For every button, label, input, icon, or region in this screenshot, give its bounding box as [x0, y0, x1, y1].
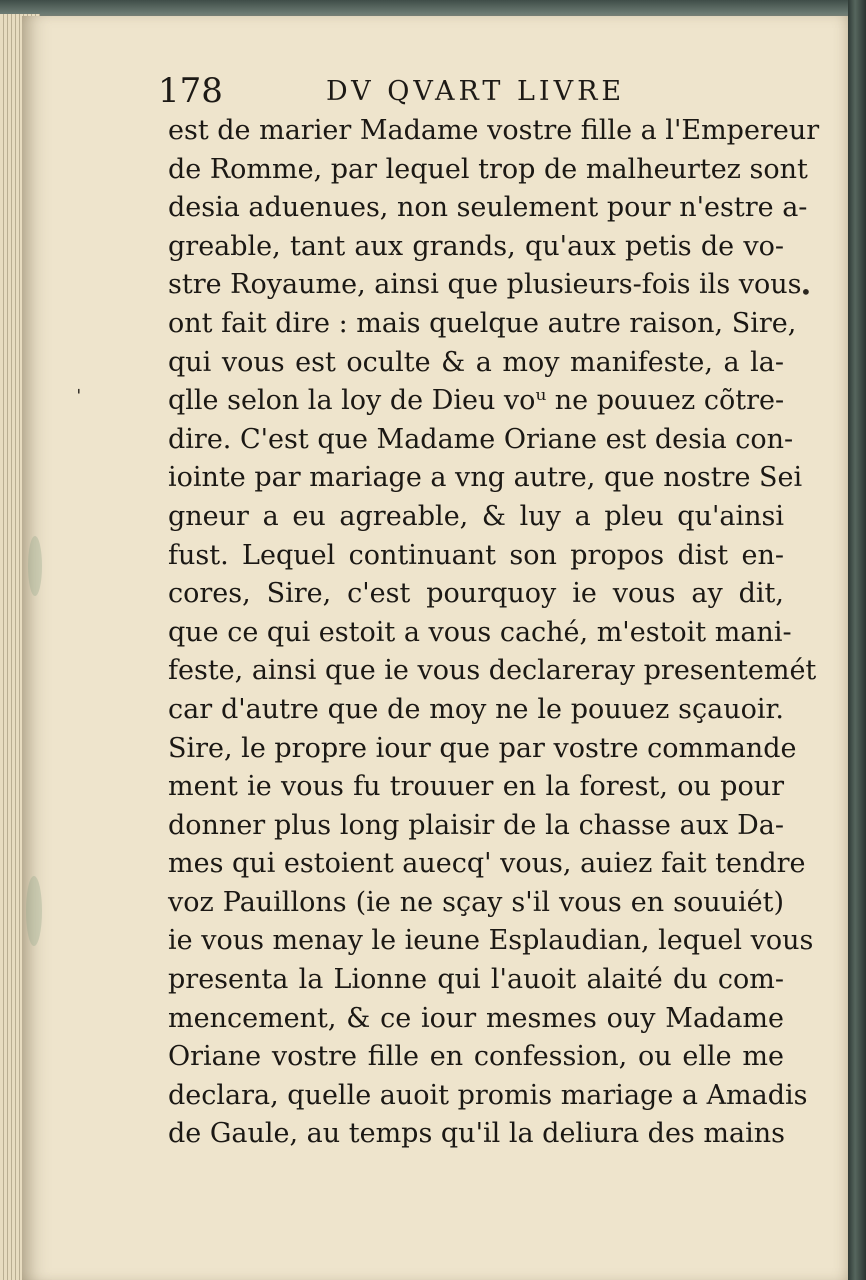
text-line: qlle selon la loy de Dieu voᵘ ne pouuez cõtre- [168, 385, 785, 417]
ink-speck: • [800, 280, 812, 304]
text-line: iointe par mariage a vng autre, que nostre Sei [168, 462, 803, 494]
text-line: de Gaule, au temps qu'il la deliura des mains [168, 1118, 785, 1150]
book-binding-right [848, 0, 866, 1280]
text-line: voz Pauillons (ie ne sçay s'il vous en souuiét) [168, 886, 784, 918]
text-line: desia aduenues, non seulement pour n'estre a- [168, 192, 808, 224]
text-line: mes qui estoient auecq' vous, auiez fait tendre [168, 848, 806, 880]
paper-stain [28, 536, 42, 596]
text-line: fust. Lequel continuant son propos dist en- [168, 539, 784, 571]
margin-mark: ˌ [76, 372, 82, 396]
text-line: donner plus long plaisir de la chasse aux Da- [168, 809, 784, 841]
text-line: greable, tant aux grands, qu'aux petis de vo- [168, 230, 784, 262]
running-head: DV QVART LIVRE [326, 76, 626, 107]
text-line: declara, quelle auoit promis mariage a Amadis [168, 1079, 808, 1111]
text-line: que ce qui estoit a vous caché, m'estoit mani- [168, 616, 792, 648]
text-line: cores, Sire, c'est pourquoy ie vous ay dit, [168, 578, 784, 610]
text-line: est de marier Madame vostre fille a l'Empereur [168, 115, 820, 146]
text-line: ment ie vous fu trouuer en la forest, ou pour [168, 771, 784, 803]
text-line: gneur a eu agreable, & luy a pleu qu'ainsi [168, 500, 784, 532]
text-line: car d'autre que de moy ne le pouuez sçauoir. [168, 693, 784, 725]
text-line: feste, ainsi que ie vous declareray presentemét [168, 655, 817, 687]
body-text [168, 112, 820, 1154]
text-line: presenta la Lionne qui l'auoit alaité du com- [168, 964, 784, 996]
page-number: 178 [158, 71, 223, 111]
text-line: Sire, le propre iour que par vostre commande [168, 732, 797, 764]
text-line: dire. C'est que Madame Oriane est desia con- [168, 423, 794, 455]
text-line: ont fait dire : mais quelque autre raison, Sire, [168, 307, 797, 339]
text-line: de Romme, par lequel trop de malheurtez sont [168, 153, 808, 185]
text-line: qui vous est oculte & a moy manifeste, a la- [168, 346, 784, 378]
text-line: Oriane vostre fille en confession, ou elle me [168, 1041, 784, 1073]
text-line: ie vous menay le ieune Esplaudian, lequel vous [168, 925, 814, 957]
text-line: stre Royaume, ainsi que plusieurs-fois ils vous [168, 269, 802, 301]
page-header [158, 72, 798, 112]
paper-stain [26, 876, 42, 946]
text-line: mencement, & ce iour mesmes ouy Madame [168, 1002, 784, 1034]
